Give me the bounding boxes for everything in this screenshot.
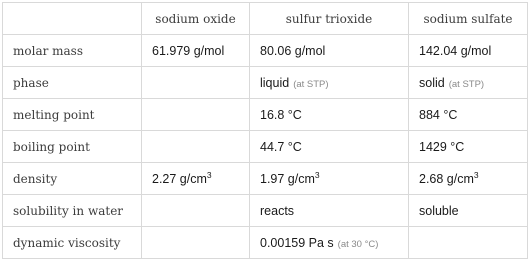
cell-sodium-oxide-phase bbox=[142, 67, 250, 99]
cell-sulfur-trioxide-melting-point: 16.8 °C bbox=[250, 99, 409, 131]
properties-table bbox=[2, 2, 528, 259]
condition-note: (at STP) bbox=[448, 78, 485, 90]
row-label-density: density bbox=[3, 163, 142, 195]
unit-exponent: 3 bbox=[206, 169, 212, 180]
cell-sulfur-trioxide-viscosity bbox=[250, 227, 409, 259]
cell-sodium-oxide-boiling-point bbox=[142, 131, 250, 163]
cell-sodium-oxide-density bbox=[142, 163, 250, 195]
cell-sulfur-trioxide-density bbox=[250, 163, 409, 195]
cell-sodium-sulfate-density bbox=[409, 163, 528, 195]
cell-sodium-sulfate-boiling-point: 1429 °C bbox=[409, 131, 528, 163]
row-label-boiling-point: boiling point bbox=[3, 131, 142, 163]
cell-sodium-sulfate-viscosity bbox=[409, 227, 528, 259]
row-label-solubility: solubility in water bbox=[3, 195, 142, 227]
value-text: 1.97 g/cm bbox=[260, 171, 315, 186]
header-row bbox=[3, 3, 528, 35]
table-row-melting-point bbox=[3, 99, 528, 131]
cell-sodium-oxide-molar-mass: 61.979 g/mol bbox=[142, 35, 250, 67]
cell-sodium-sulfate-molar-mass: 142.04 g/mol bbox=[409, 35, 528, 67]
header-sodium-sulfate: sodium sulfate bbox=[409, 3, 528, 35]
table-row-phase bbox=[3, 67, 528, 99]
cell-sulfur-trioxide-molar-mass: 80.06 g/mol bbox=[250, 35, 409, 67]
cell-sodium-oxide-viscosity bbox=[142, 227, 250, 259]
unit-exponent: 3 bbox=[314, 169, 320, 180]
value-text: 2.27 g/cm bbox=[152, 171, 207, 186]
value-text: liquid bbox=[260, 75, 290, 90]
cell-sulfur-trioxide-phase bbox=[250, 67, 409, 99]
cell-sodium-oxide-melting-point bbox=[142, 99, 250, 131]
table-row-dynamic-viscosity bbox=[3, 227, 528, 259]
header-corner-cell bbox=[3, 3, 142, 35]
table-row-boiling-point bbox=[3, 131, 528, 163]
header-sodium-oxide: sodium oxide bbox=[142, 3, 250, 35]
table-row-solubility bbox=[3, 195, 528, 227]
cell-sulfur-trioxide-boiling-point: 44.7 °C bbox=[250, 131, 409, 163]
table-row-density bbox=[3, 163, 528, 195]
header-sulfur-trioxide: sulfur trioxide bbox=[250, 3, 409, 35]
unit-exponent: 3 bbox=[473, 169, 479, 180]
cell-sodium-sulfate-phase bbox=[409, 67, 528, 99]
row-label-molar-mass: molar mass bbox=[3, 35, 142, 67]
condition-note: (at STP) bbox=[293, 78, 329, 90]
cell-sodium-oxide-solubility bbox=[142, 195, 250, 227]
value-text: 0.00159 Pa s bbox=[260, 235, 334, 250]
cell-sodium-sulfate-solubility: soluble bbox=[409, 195, 528, 227]
cell-sodium-sulfate-melting-point: 884 °C bbox=[409, 99, 528, 131]
table-row-molar-mass bbox=[3, 35, 528, 67]
row-label-dynamic-viscosity: dynamic viscosity bbox=[3, 227, 142, 259]
value-text: 2.68 g/cm bbox=[419, 171, 474, 186]
condition-note: (at 30 °C) bbox=[337, 238, 379, 250]
value-text: solid bbox=[419, 75, 445, 90]
cell-sulfur-trioxide-solubility: reacts bbox=[250, 195, 409, 227]
row-label-phase: phase bbox=[3, 67, 142, 99]
row-label-melting-point: melting point bbox=[3, 99, 142, 131]
